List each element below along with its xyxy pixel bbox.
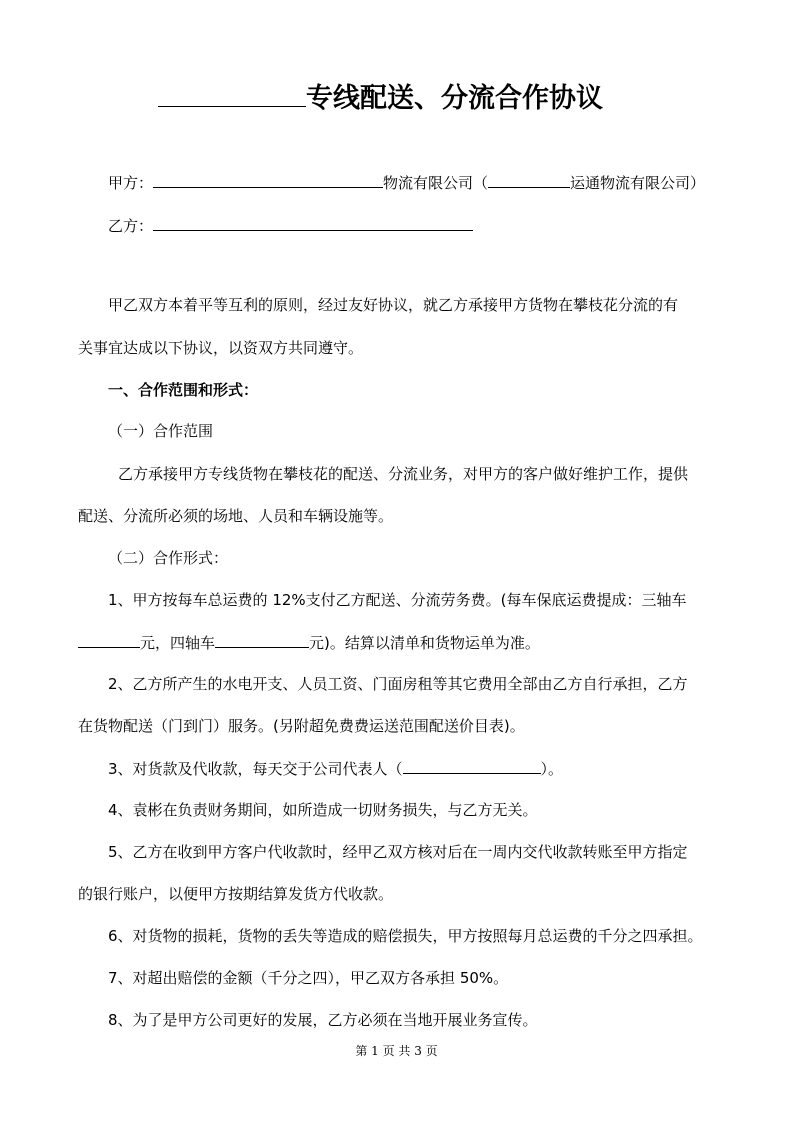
item-3-text-a: 3、对货款及代收款，每天交于公司代表人（ bbox=[108, 760, 403, 778]
item-8: 8、为了是甲方公司更好的发展，乙方必须在当地开展业务宣传。 bbox=[108, 1011, 538, 1029]
scope-line-1: 乙方承接甲方专线货物在攀枝花的配送、分流业务，对甲方的客户做好维护工作，提供 bbox=[118, 465, 689, 483]
party-b-blank bbox=[153, 215, 473, 231]
item-1-text-a: 元，四轴车 bbox=[140, 634, 216, 652]
party-a-company: 物流有限公司（ bbox=[383, 174, 489, 192]
intro-line-2: 关事宜达成以下协议，以资双方共同遵守。 bbox=[78, 339, 364, 357]
item-2-line-2: 在货物配送（门到门）服务。(另附超免费费运送范围配送价目表)。 bbox=[78, 717, 525, 735]
item-1-line-2 bbox=[78, 632, 540, 653]
title-blank bbox=[158, 80, 306, 107]
item-6: 6、对货物的损耗，货物的丢失等造成的赔偿损失，甲方按照每月总运费的千分之四承担。 bbox=[108, 927, 703, 945]
three-axle-blank bbox=[78, 632, 140, 648]
party-a-blank-2 bbox=[488, 172, 570, 188]
party-a-line bbox=[108, 172, 705, 193]
item-5-line-2: 的银行账户，以便甲方按期结算发货方代收款。 bbox=[78, 885, 394, 903]
item-4: 4、袁彬在负责财务期间，如所造成一切财务损失，与乙方无关。 bbox=[108, 801, 538, 819]
item-7: 7、对超出赔偿的金额（千分之四），甲乙双方各承担 50%。 bbox=[108, 969, 509, 987]
sub-1-heading: （一）合作范围 bbox=[108, 422, 214, 440]
intro-line-1: 甲乙双方本着平等互利的原则，经过友好协议，就乙方承接甲方货物在攀枝花分流的有 bbox=[108, 296, 679, 314]
party-a-blank bbox=[153, 172, 383, 188]
item-2-line-1: 2、乙方所产生的水电开支、人员工资、门面房租等其它费用全部由乙方自行承担，乙方 bbox=[108, 675, 688, 693]
title-text: 专线配送、分流合作协议 bbox=[306, 83, 603, 114]
sub-2-heading: （二）合作形式： bbox=[108, 549, 229, 567]
item-3 bbox=[108, 758, 563, 779]
party-a-suffix: 运通物流有限公司） bbox=[570, 174, 706, 192]
item-3-text-b: ）。 bbox=[540, 760, 564, 778]
scope-line-2: 配送、分流所必须的场地、人员和车辆设施等。 bbox=[78, 507, 394, 525]
document-title bbox=[158, 80, 603, 117]
page-footer: 第 1 页 共 3 页 bbox=[355, 1044, 438, 1058]
item-1-text-b: 元)。结算以清单和货物运单为准。 bbox=[309, 634, 540, 652]
item-5-line-1: 5、乙方在收到甲方客户代收款时，经甲乙双方核对后在一周内交代收款转账至甲方指定 bbox=[108, 843, 688, 861]
party-a-label: 甲方： bbox=[108, 174, 154, 192]
party-b-label: 乙方： bbox=[108, 217, 154, 235]
item-1-line-1: 1、甲方按每车总运费的 12%支付乙方配送、分流劳务费。(每车保底运费提成：三轴车 bbox=[108, 591, 687, 609]
representative-blank bbox=[403, 758, 541, 774]
section-1-heading: 一、合作范围和形式： bbox=[108, 381, 259, 399]
party-b-line bbox=[108, 215, 473, 236]
four-axle-blank bbox=[215, 632, 309, 648]
